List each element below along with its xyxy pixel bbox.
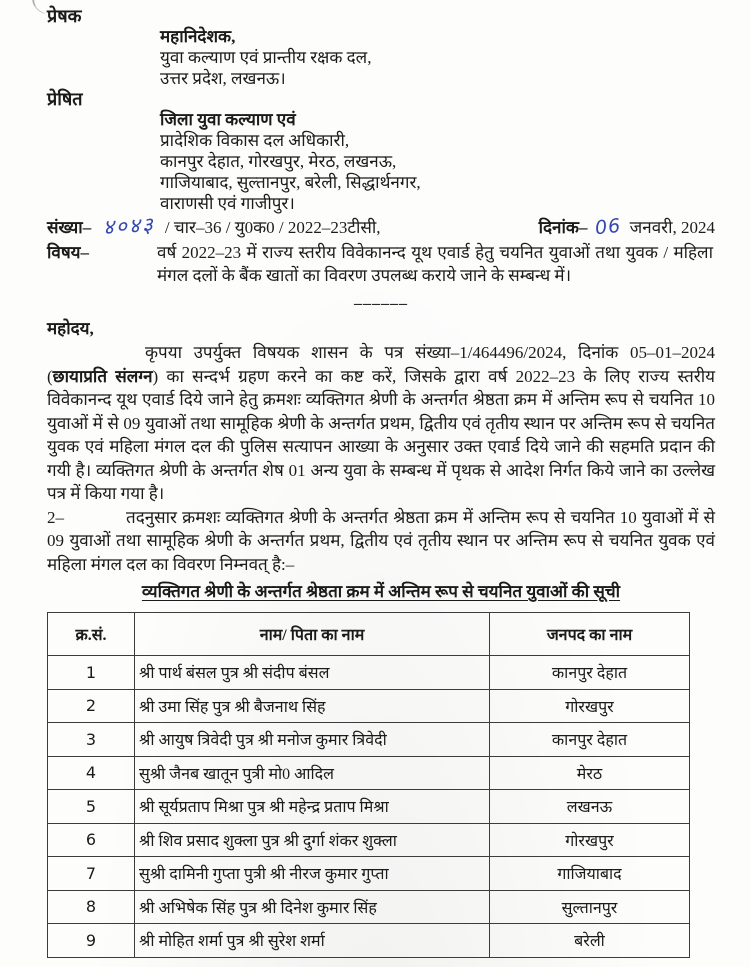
separator-dashes: ––––––: [354, 295, 408, 312]
number-printed: / चार–36 / यु0क0 / 2022–23टीसी,: [164, 218, 381, 237]
serial-cell: 9: [48, 924, 135, 958]
district-cell: मेरठ: [490, 756, 690, 790]
table-row: [48, 823, 690, 857]
sender-address: [160, 26, 715, 89]
para1-text: ) का सन्दर्भ ग्रहण करने का कष्ट करें, जिसके द्वारा वर्ष 2022–23 के लिए राज्य स्तरीय विवेकानन्द यूथ एवार्ड दिये जाने हेतु क्रमशः व्यक्तिगत श्रेणी के अन्तर्गत श्रेष्ठता क्रम में अन्तिम रूप से चयनित 10 युवाओं में से 09 युवाओं तथा सामूहिक श्रेणी के अन्तर्गत प्रथम, द्वितीय एवं तृतीय स्थान पर अन्तिम रूप से चयनित युवक एवं महिला मंगल दल की पुलिस सत्यापन आख्या के अनुसार उक्त एवार्ड दिये जाने की सहमति प्रदान की गयी है। व्यक्तिगत श्रेणी के अन्तर्गत शेष 01 अन्य युवा के सम्बन्ध में पृथक से आदेश निर्गत किये जाने का उल्लेख पत्र में किया गया है।: [47, 366, 715, 503]
handwritten-letter-number: ४०४३: [102, 212, 156, 240]
recipient-line: कानपुर देहात, गोरखपुर, मेरठ, लखनऊ,: [160, 152, 397, 171]
recipient-line: प्रादेशिक विकास दल अधिकारी,: [160, 131, 350, 150]
date-label: दिनांक–: [538, 218, 588, 237]
table-title: व्यक्तिगत श्रेणी के अन्तर्गत श्रेष्ठता क्रम में अन्तिम रूप से चयनित युवाओं की सूची: [141, 582, 621, 601]
subject-row: [47, 241, 715, 287]
body-paragraph-1: [47, 341, 715, 506]
selected-youth-table: [47, 612, 690, 958]
name-cell: श्री सूर्यप्रताप मिश्रा पुत्र श्री महेन्द्र प्रताप मिश्रा: [135, 790, 490, 824]
number-label: संख्या–: [47, 218, 92, 237]
district-cell: कानपुर देहात: [490, 656, 690, 690]
table-row: [48, 656, 690, 690]
column-header-name: नाम/ पिता का नाम: [135, 613, 490, 656]
serial-cell: 1: [48, 656, 135, 690]
table-header-row: [48, 613, 690, 656]
table-row: [48, 689, 690, 723]
name-cell: सुश्री दामिनी गुप्ता पुत्री श्री नीरज कुमार गुप्ता: [135, 857, 490, 891]
serial-cell: 2: [48, 689, 135, 723]
recipient-line: वाराणसी एवं गाजीपुर।: [160, 194, 295, 213]
reference-line: [47, 212, 715, 240]
table-row: [48, 890, 690, 924]
date-printed: जनवरी, 2024: [629, 218, 715, 237]
district-cell: सुल्तानपुर: [490, 890, 690, 924]
date-group: [539, 216, 715, 240]
sender-label: प्रेषक: [47, 6, 82, 26]
recipient-address: [160, 109, 715, 214]
table-row: [48, 756, 690, 790]
district-cell: गोरखपुर: [490, 689, 690, 723]
recipient-label: प्रेषित: [47, 89, 83, 109]
district-cell: बरेली: [490, 924, 690, 958]
serial-cell: 4: [48, 756, 135, 790]
serial-cell: 7: [48, 857, 135, 891]
table-row: [48, 857, 690, 891]
recipient-line: गाजियाबाद, सुल्तानपुर, बरेली, सिद्धार्थनगर,: [160, 173, 421, 192]
name-cell: श्री शिव प्रसाद शुक्ला पुत्र श्री दुर्गा शंकर शुक्ला: [135, 823, 490, 857]
table-row: [48, 723, 690, 757]
sender-line: महानिदेशक,: [160, 27, 236, 46]
para1-text: कृपया उपर्युक्त विषयक शासन के पत्र संख्या–1/464496/2024, दिनांक 05–01–2024 (: [47, 343, 715, 386]
salutation: महोदय,: [47, 319, 94, 338]
district-cell: लखनऊ: [490, 790, 690, 824]
column-header-serial: क्र.सं.: [48, 613, 135, 656]
name-cell: श्री उमा सिंह पुत्र श्री बैजनाथ सिंह: [135, 689, 490, 723]
sender-line: उत्तर प्रदेश, लखनऊ।: [160, 69, 286, 88]
name-cell: श्री अभिषेक सिंह पुत्र श्री दिनेश कुमार सिंह: [135, 890, 490, 924]
name-cell: श्री आयुष त्रिवेदी पुत्र श्री मनोज कुमार त्रिवेदी: [135, 723, 490, 757]
name-cell: श्री पार्थ बंसल पुत्र श्री संदीप बंसल: [135, 656, 490, 690]
serial-cell: 8: [48, 890, 135, 924]
subject-label: विषय–: [47, 243, 90, 262]
sender-line: युवा कल्याण एवं प्रान्तीय रक्षक दल,: [160, 48, 372, 67]
table-row: [48, 790, 690, 824]
recipient-line: जिला युवा कल्याण एवं: [160, 110, 296, 129]
para2-text: तदनुसार क्रमशः व्यक्तिगत श्रेणी के अन्तर्गत श्रेष्ठता क्रम में अन्तिम रूप से चयनित 10 युवाओं में से 09 युवाओं तथा सामूहिक श्रेणी के अन्तर्गत प्रथम, द्वितीय एवं तृतीय स्थान पर अन्तिम रूप से चयनित युवक एवं महिला मंगल दल का विवरण निम्नवत् है:–: [47, 507, 715, 574]
para1-bold-text: छायाप्रति संलग्न: [52, 366, 153, 386]
subject-text: वर्ष 2022–23 में राज्य स्तरीय विवेकानन्द यूथ एवार्ड हेतु चयनित युवाओं तथा युवक / महिला मंगल दलों के बैंक खातों का विवरण उपलब्ध कराये जाने के सम्बन्ध में।: [157, 243, 713, 285]
serial-cell: 5: [48, 790, 135, 824]
name-cell: श्री मोहित शर्मा पुत्र श्री सुरेश शर्मा: [135, 924, 490, 958]
district-cell: गोरखपुर: [490, 823, 690, 857]
body-paragraph-2: [47, 506, 715, 577]
district-cell: कानपुर देहात: [490, 723, 690, 757]
district-cell: गाजियाबाद: [490, 857, 690, 891]
serial-cell: 6: [48, 823, 135, 857]
column-header-district: जनपद का नाम: [490, 613, 690, 656]
serial-cell: 3: [48, 723, 135, 757]
paragraph-number: 2–: [47, 507, 64, 527]
name-cell: सुश्री जैनब खातून पुत्री मो0 आदिल: [135, 756, 490, 790]
handwritten-date-day: 06: [594, 214, 623, 240]
table-row: [48, 924, 690, 958]
